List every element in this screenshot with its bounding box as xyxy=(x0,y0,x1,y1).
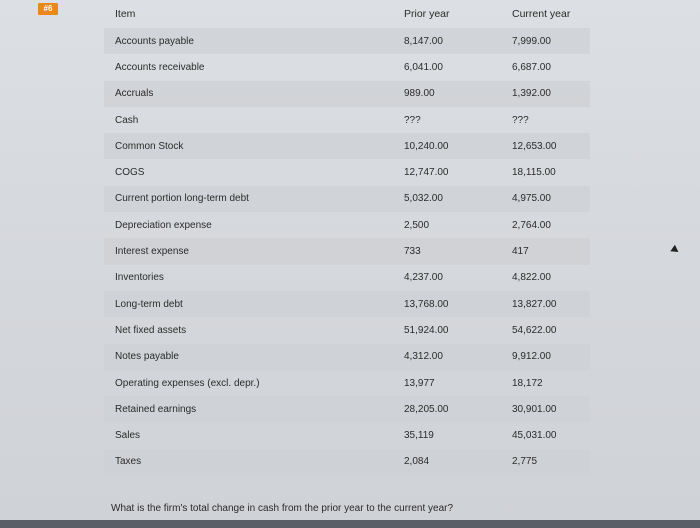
row-prior-value: 51,924.00 xyxy=(404,324,449,336)
table-row xyxy=(104,238,590,264)
row-current-value: 1,392.00 xyxy=(512,88,551,100)
row-current-value: 30,901.00 xyxy=(512,403,557,415)
row-item-label: Common Stock xyxy=(115,140,184,152)
table-row xyxy=(104,344,590,370)
table-row xyxy=(104,317,590,343)
row-item-label: Interest expense xyxy=(115,246,189,258)
table-row xyxy=(104,396,590,422)
row-item-label: COGS xyxy=(115,167,145,179)
row-prior-value: 5,032.00 xyxy=(404,193,443,205)
table-row xyxy=(104,107,590,133)
row-item-label: Depreciation expense xyxy=(115,219,212,231)
table-row xyxy=(104,159,590,185)
bottom-bar xyxy=(0,520,700,528)
header-current-year: Current year xyxy=(512,8,571,20)
row-prior-value: 13,768.00 xyxy=(404,298,449,310)
row-prior-value: 6,041.00 xyxy=(404,61,443,73)
row-current-value: 54,622.00 xyxy=(512,324,557,336)
row-current-value: 4,822.00 xyxy=(512,272,551,284)
row-current-value: 2,775 xyxy=(512,456,538,468)
row-item-label: Notes payable xyxy=(115,351,179,363)
row-prior-value: 2,500 xyxy=(404,219,430,231)
row-current-value: 9,912.00 xyxy=(512,351,551,363)
mouse-cursor-icon xyxy=(670,245,680,256)
table-row xyxy=(104,449,590,475)
row-prior-value: 10,240.00 xyxy=(404,140,449,152)
row-item-label: Taxes xyxy=(115,456,142,468)
row-item-label: Operating expenses (excl. depr.) xyxy=(115,377,260,389)
table-row xyxy=(104,133,590,159)
table-header-row xyxy=(104,0,590,28)
row-item-label: Accounts payable xyxy=(115,35,194,47)
table-row xyxy=(104,81,590,107)
row-prior-value: 733 xyxy=(404,246,421,258)
table-row xyxy=(104,186,590,212)
row-current-value: 4,975.00 xyxy=(512,193,551,205)
row-current-value: 45,031.00 xyxy=(512,430,557,442)
table-row xyxy=(104,28,590,54)
row-current-value: ??? xyxy=(512,114,529,126)
question-number-badge: #6 xyxy=(38,3,58,15)
question-text: What is the firm's total change in cash from the prior year to the current year? xyxy=(111,503,454,514)
row-prior-value: 989.00 xyxy=(404,88,435,100)
row-prior-value: 8,147.00 xyxy=(404,35,443,47)
row-prior-value: 12,747.00 xyxy=(404,167,449,179)
row-prior-value: ??? xyxy=(404,114,421,126)
row-current-value: 2,764.00 xyxy=(512,219,551,231)
row-current-value: 18,172 xyxy=(512,377,543,389)
financial-data-table xyxy=(104,0,590,475)
row-item-label: Sales xyxy=(115,430,141,442)
row-current-value: 18,115.00 xyxy=(512,167,556,179)
table-row xyxy=(104,422,590,448)
row-prior-value: 2,084 xyxy=(404,456,430,468)
row-prior-value: 4,312.00 xyxy=(404,351,443,363)
table-row xyxy=(104,212,590,238)
row-current-value: 13,827.00 xyxy=(512,298,557,310)
row-current-value: 7,999.00 xyxy=(512,35,551,47)
row-item-label: Accruals xyxy=(115,88,154,100)
header-prior-year: Prior year xyxy=(404,8,450,20)
row-item-label: Inventories xyxy=(115,272,164,284)
row-item-label: Long-term debt xyxy=(115,298,183,310)
row-item-label: Retained earnings xyxy=(115,403,197,415)
row-prior-value: 35,119 xyxy=(404,430,434,442)
row-current-value: 417 xyxy=(512,246,529,258)
row-item-label: Cash xyxy=(115,114,139,126)
table-row xyxy=(104,265,590,291)
row-item-label: Accounts receivable xyxy=(115,61,205,73)
row-current-value: 12,653.00 xyxy=(512,140,557,152)
row-item-label: Current portion long-term debt xyxy=(115,193,249,205)
row-prior-value: 28,205.00 xyxy=(404,403,449,415)
row-current-value: 6,687.00 xyxy=(512,61,551,73)
row-prior-value: 13,977 xyxy=(404,377,435,389)
table-row xyxy=(104,291,590,317)
header-item: Item xyxy=(115,8,136,20)
table-row xyxy=(104,370,590,396)
row-item-label: Net fixed assets xyxy=(115,324,187,336)
table-row xyxy=(104,54,590,80)
row-prior-value: 4,237.00 xyxy=(404,272,443,284)
